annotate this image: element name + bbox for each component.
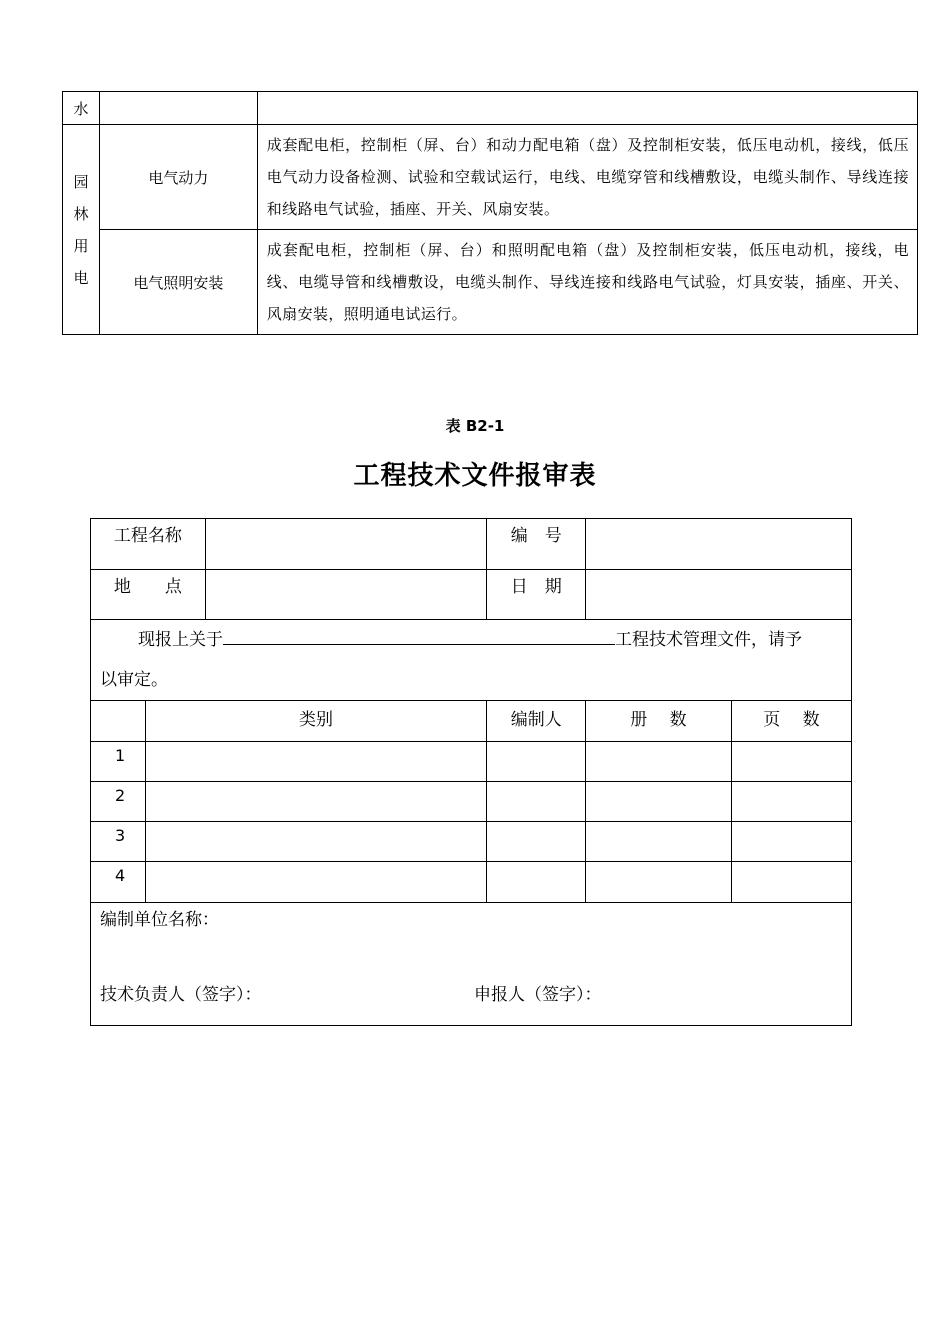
- location-field[interactable]: [205, 570, 487, 620]
- empty-cell: [91, 701, 146, 742]
- statement-cell: [91, 620, 852, 701]
- item-description: 成套配电柜，控制柜（屏、台）和动力配电箱（盘）及控制柜安装，低压电动机，接线，低压电气动力设备检测、试验和空载试运行，电线、电缆穿管和线槽敷设，电缆头制作、导线连接和线路电气试验，插座、开关、风扇安装。: [257, 125, 917, 230]
- table-row: [91, 782, 852, 822]
- form-title: 工程技术文件报审表: [353, 461, 597, 491]
- volumes-field[interactable]: [586, 862, 732, 903]
- category-field[interactable]: [145, 862, 487, 903]
- statement-prefix: 现报上关于: [138, 630, 223, 650]
- pages-header: 页 数: [731, 701, 851, 742]
- empty-cell: [99, 92, 257, 125]
- signature-row: [91, 903, 852, 1026]
- statement-row: [91, 620, 852, 701]
- date-label: 日 期: [487, 570, 586, 620]
- compiler-header: 编制人: [487, 701, 586, 742]
- table-number: 表 B2-1: [445, 417, 505, 435]
- category-field[interactable]: [145, 782, 487, 822]
- header-row: [91, 701, 852, 742]
- number-label: 编 号: [487, 519, 586, 570]
- row-number: 2: [91, 782, 146, 822]
- applicant-label: 申报人（签字）：: [474, 985, 602, 1005]
- table-row: [63, 125, 918, 230]
- table-row: [63, 92, 918, 125]
- pages-field[interactable]: [731, 822, 851, 862]
- table-row: [91, 862, 852, 903]
- pages-field[interactable]: [731, 862, 851, 903]
- item-description: 成套配电柜，控制柜（屏、台）和照明配电箱（盘）及控制柜安装，低压电动机，接线，电线、电缆导管和线槽敷设，电缆头制作、导线连接和线路电气试验，灯具安装，插座、开关、风扇安装，照明通电试运行。: [257, 230, 917, 335]
- table-row: [91, 742, 852, 782]
- signature-cell: [91, 903, 852, 1026]
- category-field[interactable]: [145, 742, 487, 782]
- volumes-field[interactable]: [586, 782, 732, 822]
- category-field[interactable]: [145, 822, 487, 862]
- row-number: 3: [91, 822, 146, 862]
- row-number: 4: [91, 862, 146, 903]
- form-row: [91, 570, 852, 620]
- compiler-field[interactable]: [487, 742, 586, 782]
- compiler-field[interactable]: [487, 862, 586, 903]
- statement-suffix: 工程技术管理文件，请予: [615, 630, 802, 650]
- location-label: 地 点: [91, 570, 206, 620]
- org-label: 编制单位名称：: [100, 910, 219, 930]
- form-row: [91, 519, 852, 570]
- water-cell: 水: [63, 92, 100, 125]
- compiler-field[interactable]: [487, 782, 586, 822]
- group-label-cell: [63, 125, 100, 335]
- statement-line2: 以审定。: [100, 670, 168, 690]
- review-form: [90, 518, 852, 1026]
- project-name-field[interactable]: [205, 519, 487, 570]
- empty-cell: [257, 92, 917, 125]
- volumes-header: 册 数: [586, 701, 732, 742]
- group-label: 园 林 用 电: [73, 172, 89, 287]
- pages-field[interactable]: [731, 782, 851, 822]
- tech-lead-label: 技术负责人（签字）：: [100, 985, 262, 1005]
- scope-table: [62, 91, 918, 335]
- project-name-label: 工程名称: [91, 519, 206, 570]
- item-name: 电气照明安装: [99, 230, 257, 335]
- pages-field[interactable]: [731, 742, 851, 782]
- date-field[interactable]: [586, 570, 852, 620]
- volumes-field[interactable]: [586, 822, 732, 862]
- row-number: 1: [91, 742, 146, 782]
- category-header: 类别: [145, 701, 487, 742]
- table-row: [63, 230, 918, 335]
- volumes-field[interactable]: [586, 742, 732, 782]
- table-row: [91, 822, 852, 862]
- document-subject-line[interactable]: [223, 626, 615, 645]
- compiler-field[interactable]: [487, 822, 586, 862]
- item-name: 电气动力: [99, 125, 257, 230]
- number-field[interactable]: [586, 519, 852, 570]
